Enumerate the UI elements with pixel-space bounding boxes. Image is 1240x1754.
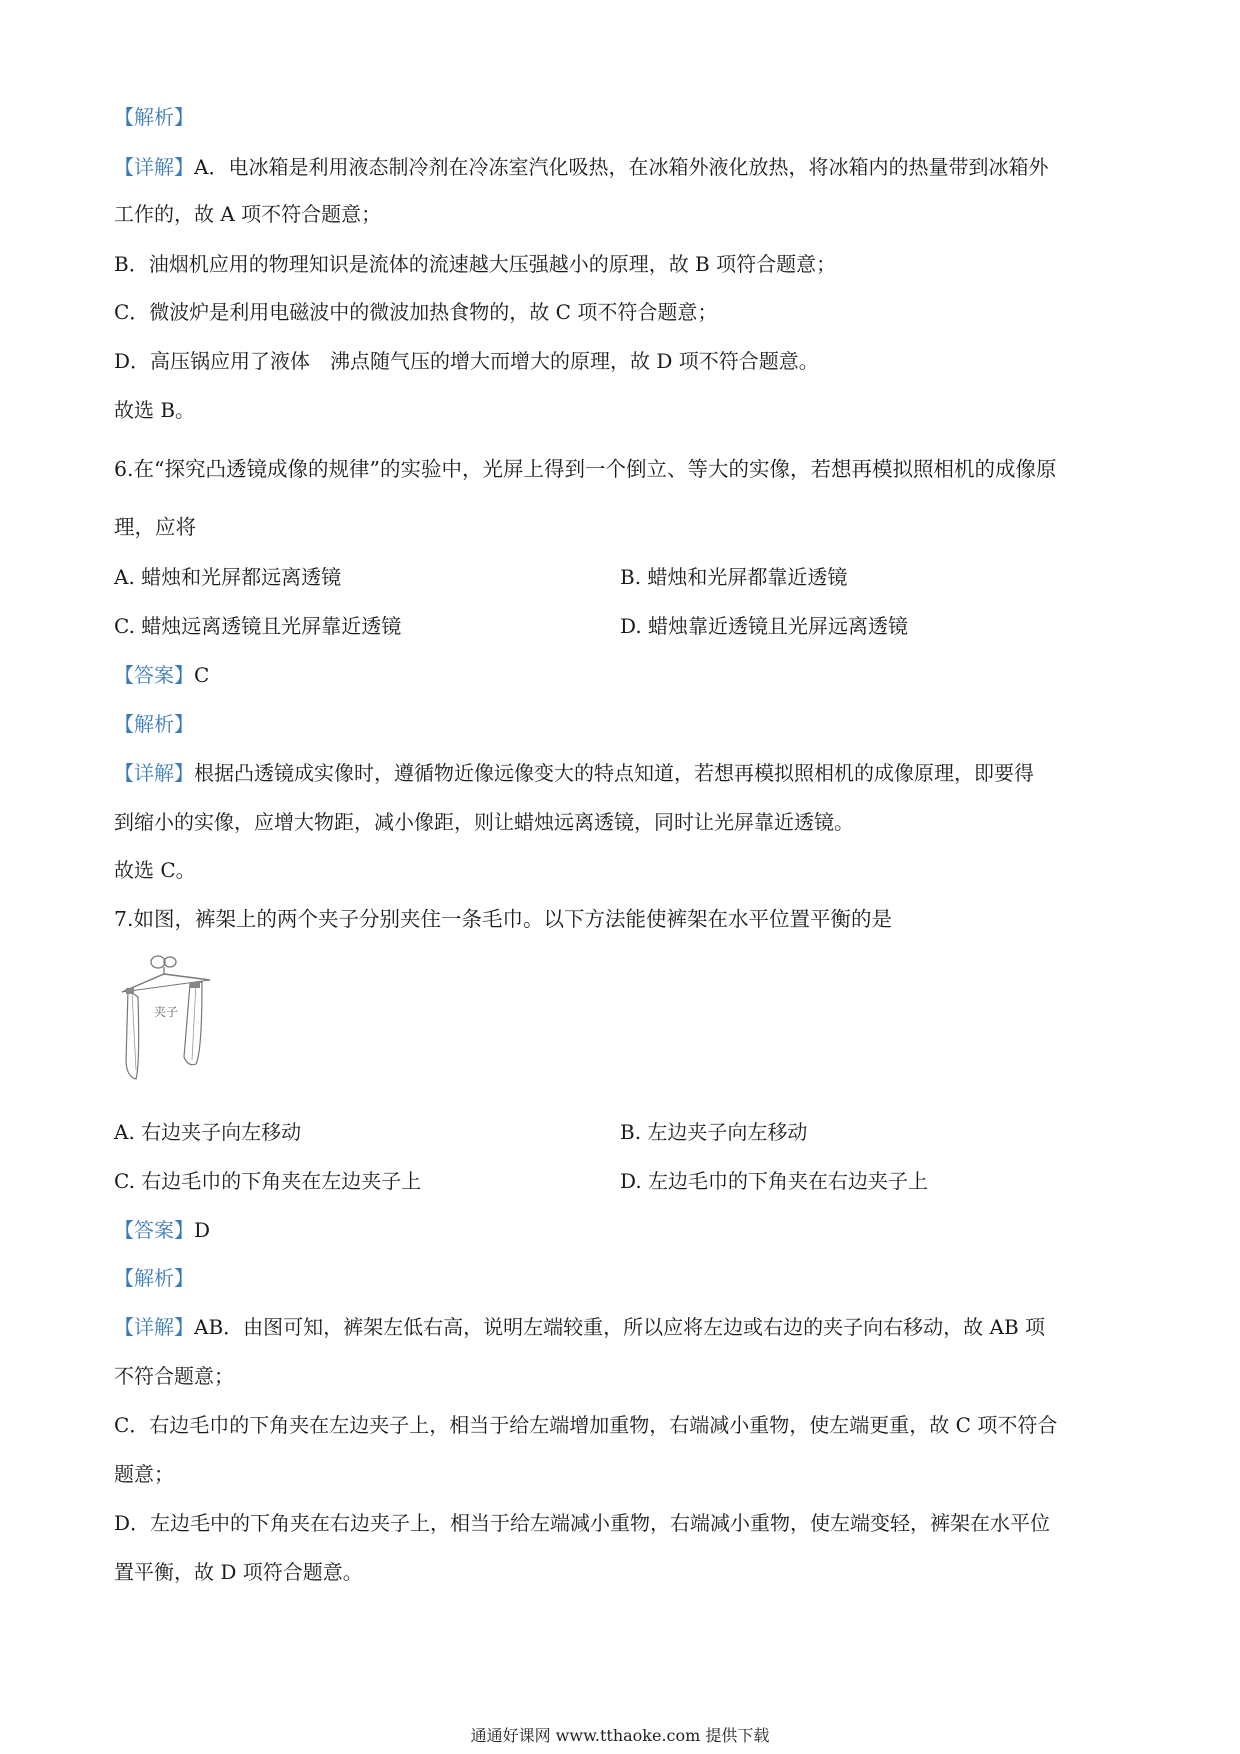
detail-option-d: D．高压锅应用了液体 沸点随气压的增大而增大的原理，故 D 项不符合题意。: [114, 349, 819, 373]
question-6-text-cont: 理，应将: [114, 515, 196, 539]
question-7-text: 7.如图，裤架上的两个夹子分别夹住一条毛巾。以下方法能使裤架在水平位置平衡的是: [114, 907, 893, 931]
hanger-clip-label: 夹子: [154, 1005, 179, 1019]
q7-detail: 【详解】AB．由图可知，裤架左低右高，说明左端较重，所以应将左边或右边的夹子向右移动，故 AB 项: [114, 1315, 1045, 1339]
q6-option-c: C. 蜡烛远离透镜且光屏靠近透镜: [114, 614, 402, 638]
q6-detail-cont: 到缩小的实像，应增大物距，减小像距，则让蜡烛远离透镜，同时让光屏靠近透镜。: [114, 810, 854, 834]
q7-analysis-tag: 【解析】: [114, 1266, 194, 1290]
selection-line: 故选 B。: [114, 398, 196, 422]
detail-paragraph: 【详解】A．电冰箱是利用液态制冷剂在冷冻室汽化吸热，在冰箱外液化放热，将冰箱内的热量带到冰箱外: [114, 155, 1049, 179]
q7-option-b: B. 左边夹子向左移动: [620, 1120, 808, 1144]
q7-option-c: C. 右边毛巾的下角夹在左边夹子上: [114, 1169, 422, 1193]
q6-option-d: D. 蜡烛靠近透镜且光屏远离透镜: [620, 614, 909, 638]
analysis-tag: 【解析】: [114, 105, 194, 129]
q7-detail-d-cont: 置平衡，故 D 项符合题意。: [114, 1560, 363, 1584]
hanger-figure: [118, 952, 228, 1092]
q6-selection: 故选 C。: [114, 858, 196, 882]
detail-option-c: C．微波炉是利用电磁波中的微波加热食物的，故 C 项不符合题意；: [114, 300, 718, 324]
q6-option-a: A. 蜡烛和光屏都远离透镜: [114, 565, 342, 589]
q6-option-b: B. 蜡烛和光屏都靠近透镜: [620, 565, 848, 589]
detail-paragraph-cont: 工作的，故 A 项不符合题意；: [114, 202, 382, 226]
q7-detail-c-cont: 题意；: [114, 1462, 174, 1486]
q7-detail-c: C．右边毛巾的下角夹在左边夹子上，相当于给左端增加重物，右端减小重物，使左端更重，故 C 项不符合: [114, 1413, 1058, 1437]
detail-option-b: B．油烟机应用的物理知识是流体的流速越大压强越小的原理，故 B 项符合题意；: [114, 252, 837, 276]
q6-answer: 【答案】C: [114, 663, 210, 687]
q7-detail-d: D．左边毛中的下角夹在右边夹子上，相当于给左端减小重物，右端减小重物，使左端变轻，裤架在水平位: [114, 1511, 1051, 1535]
page-footer: 通通好课网 www.tthaoke.com 提供下载: [470, 1726, 770, 1745]
q7-answer: 【答案】D: [114, 1218, 211, 1242]
q7-option-d: D. 左边毛巾的下角夹在右边夹子上: [620, 1169, 929, 1193]
q7-option-a: A. 右边夹子向左移动: [114, 1120, 302, 1144]
question-6-text: 6.在“探究凸透镜成像的规律”的实验中，光屏上得到一个倒立、等大的实像，若想再模拟照相机的成像原: [114, 457, 1057, 481]
q6-detail: 【详解】根据凸透镜成实像时，遵循物近像远像变大的特点知道，若想再模拟照相机的成像原理，即要得: [114, 761, 1034, 785]
q7-detail-cont: 不符合题意；: [114, 1364, 234, 1388]
q6-analysis-tag: 【解析】: [114, 712, 194, 736]
